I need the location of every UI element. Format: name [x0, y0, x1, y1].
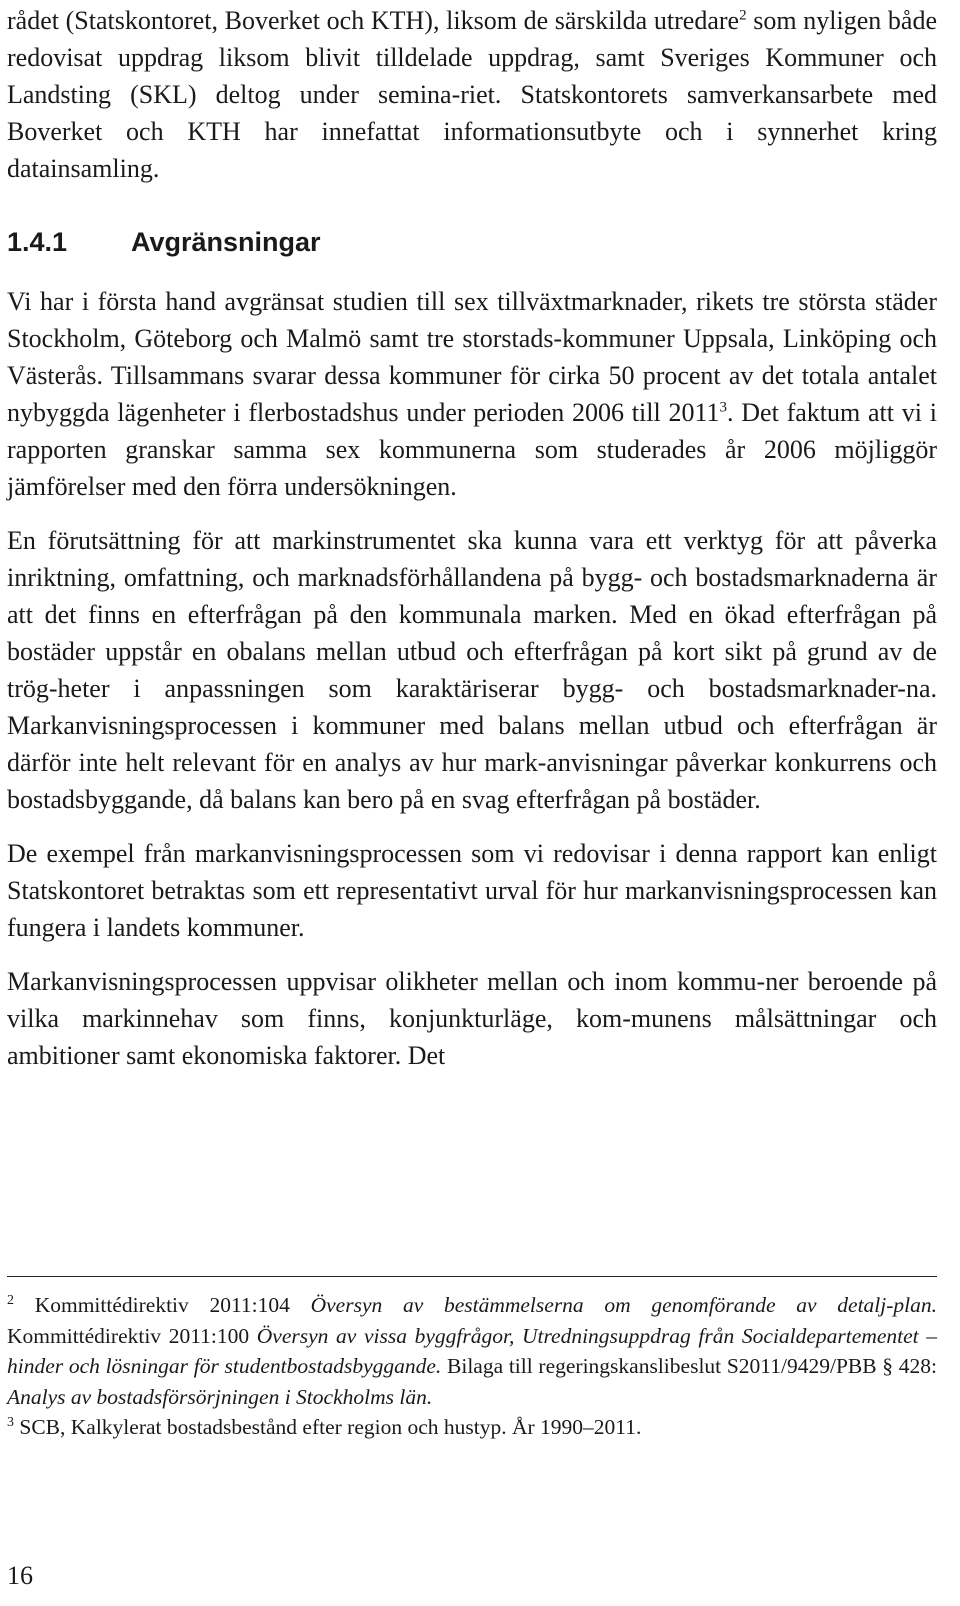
footnote-2-title-3: Analys av bostadsförsörjningen i Stockholms län. — [7, 1384, 433, 1409]
footnote-3-text: SCB, Kalkylerat bostadsbestånd efter region och hustyp. År 1990–2011. — [14, 1415, 642, 1439]
footnote-3 — [7, 1412, 937, 1443]
paragraph-differences: Markanvisningsprocessen uppvisar olikheter mellan och inom kommu-ner beroende på vilka markinnehav som finns, konjunkturläge, kom-munens målsättningar och ambitioner samt ekonomiska faktorer. Det — [7, 967, 937, 1070]
paragraph-examples: De exempel från markanvisningsprocessen som vi redovisar i denna rapport kan enligt Statskontoret betraktas som ett representativt urval för hur markanvisningsprocessen kan fungera i landets kommuner. — [7, 839, 937, 942]
paragraph-1-text-b: . Det faktum att vi i rapporten granskar samma sex kommunerna som studerades år 2006 möjliggör jämförelser med den förra undersökningen. — [7, 398, 937, 501]
footnote-marker-3: 3 — [7, 1414, 14, 1430]
page-number: 16 — [7, 1561, 33, 1590]
paragraph-delimitations — [7, 283, 937, 505]
paragraph-1-text-a: Vi har i första hand avgränsat studien till sex tillväxtmarknader, rikets tre största städer Stockholm, Göteborg och Malmö samt tre storstads-kommuner Uppsala, Linköping och Västerås. Tillsammans svarar dessa kommuner för cirka 50 procent av det totala antalet nybyggda lägenheter i flerbostadshus under perioden 2006 till 2011 — [7, 287, 937, 427]
footnote-2-text-3: Bilaga till regeringskanslibeslut S2011/9429/PBB § 428: — [441, 1354, 937, 1378]
footnote-2-title-1: Översyn av bestämmelserna om genomförande av detalj-plan. — [310, 1293, 938, 1317]
intro-text-b: som nyligen både redovisat uppdrag liksom blivit tilldelade uppdrag, samt Sveriges Kommuner och Landsting (SKL) deltog under semina-riet. Statskontorets samverkansarbete med Boverket och KTH har innefattat informationsutbyte och i synnerhet kring datainsamling. — [7, 6, 937, 183]
footnote-2 — [7, 1290, 937, 1412]
footnote-2-title-2: Översyn av vissa byggfrågor, Utredningsuppdrag från Socialdepartementet – hinder och lösningar för studentbostadsbyggande. — [7, 1323, 938, 1378]
intro-text-a: rådet (Statskontoret, Boverket och KTH), liksom de särskilda utredare — [7, 6, 740, 35]
intro-paragraph — [7, 2, 937, 187]
section-heading — [7, 221, 937, 263]
section-number: 1.4.1 — [7, 226, 68, 257]
footnotes — [7, 1290, 937, 1443]
document-page — [7, 0, 937, 1074]
section-title: Avgränsningar — [131, 226, 321, 257]
paragraph-demand: En förutsättning för att markinstrumentet ska kunna vara ett verktyg för att påverka inriktning, omfattning, och marknadsförhållandena på bygg- och bostadsmarknaderna är att det finns en efterfrågan på den kommunala marken. Med en ökad efterfrågan på bostäder uppstår en obalans mellan utbud och efterfrågan på kort sikt på grund av de trög-heter i anpassningen som karaktäriserar bygg- och bostadsmarknader-na. Markanvisningsprocessen i kommuner med balans mellan utbud och efterfrågan är därför inte helt relevant för en analys av hur mark-anvisningar påverkar konkurrens och bostadsbyggande, då balans kan bero på en svag efterfrågan på bostäder. — [7, 526, 937, 814]
footnote-separator — [7, 1276, 937, 1277]
footnote-ref-2[interactable]: 2 — [739, 7, 747, 24]
footnote-2-text-2: Kommittédirektiv 2011:100 — [7, 1323, 257, 1348]
footnote-2-text-1: Kommittédirektiv 2011:104 — [14, 1293, 311, 1317]
footnote-marker-2: 2 — [7, 1292, 14, 1308]
footnote-ref-3[interactable]: 3 — [719, 399, 727, 416]
